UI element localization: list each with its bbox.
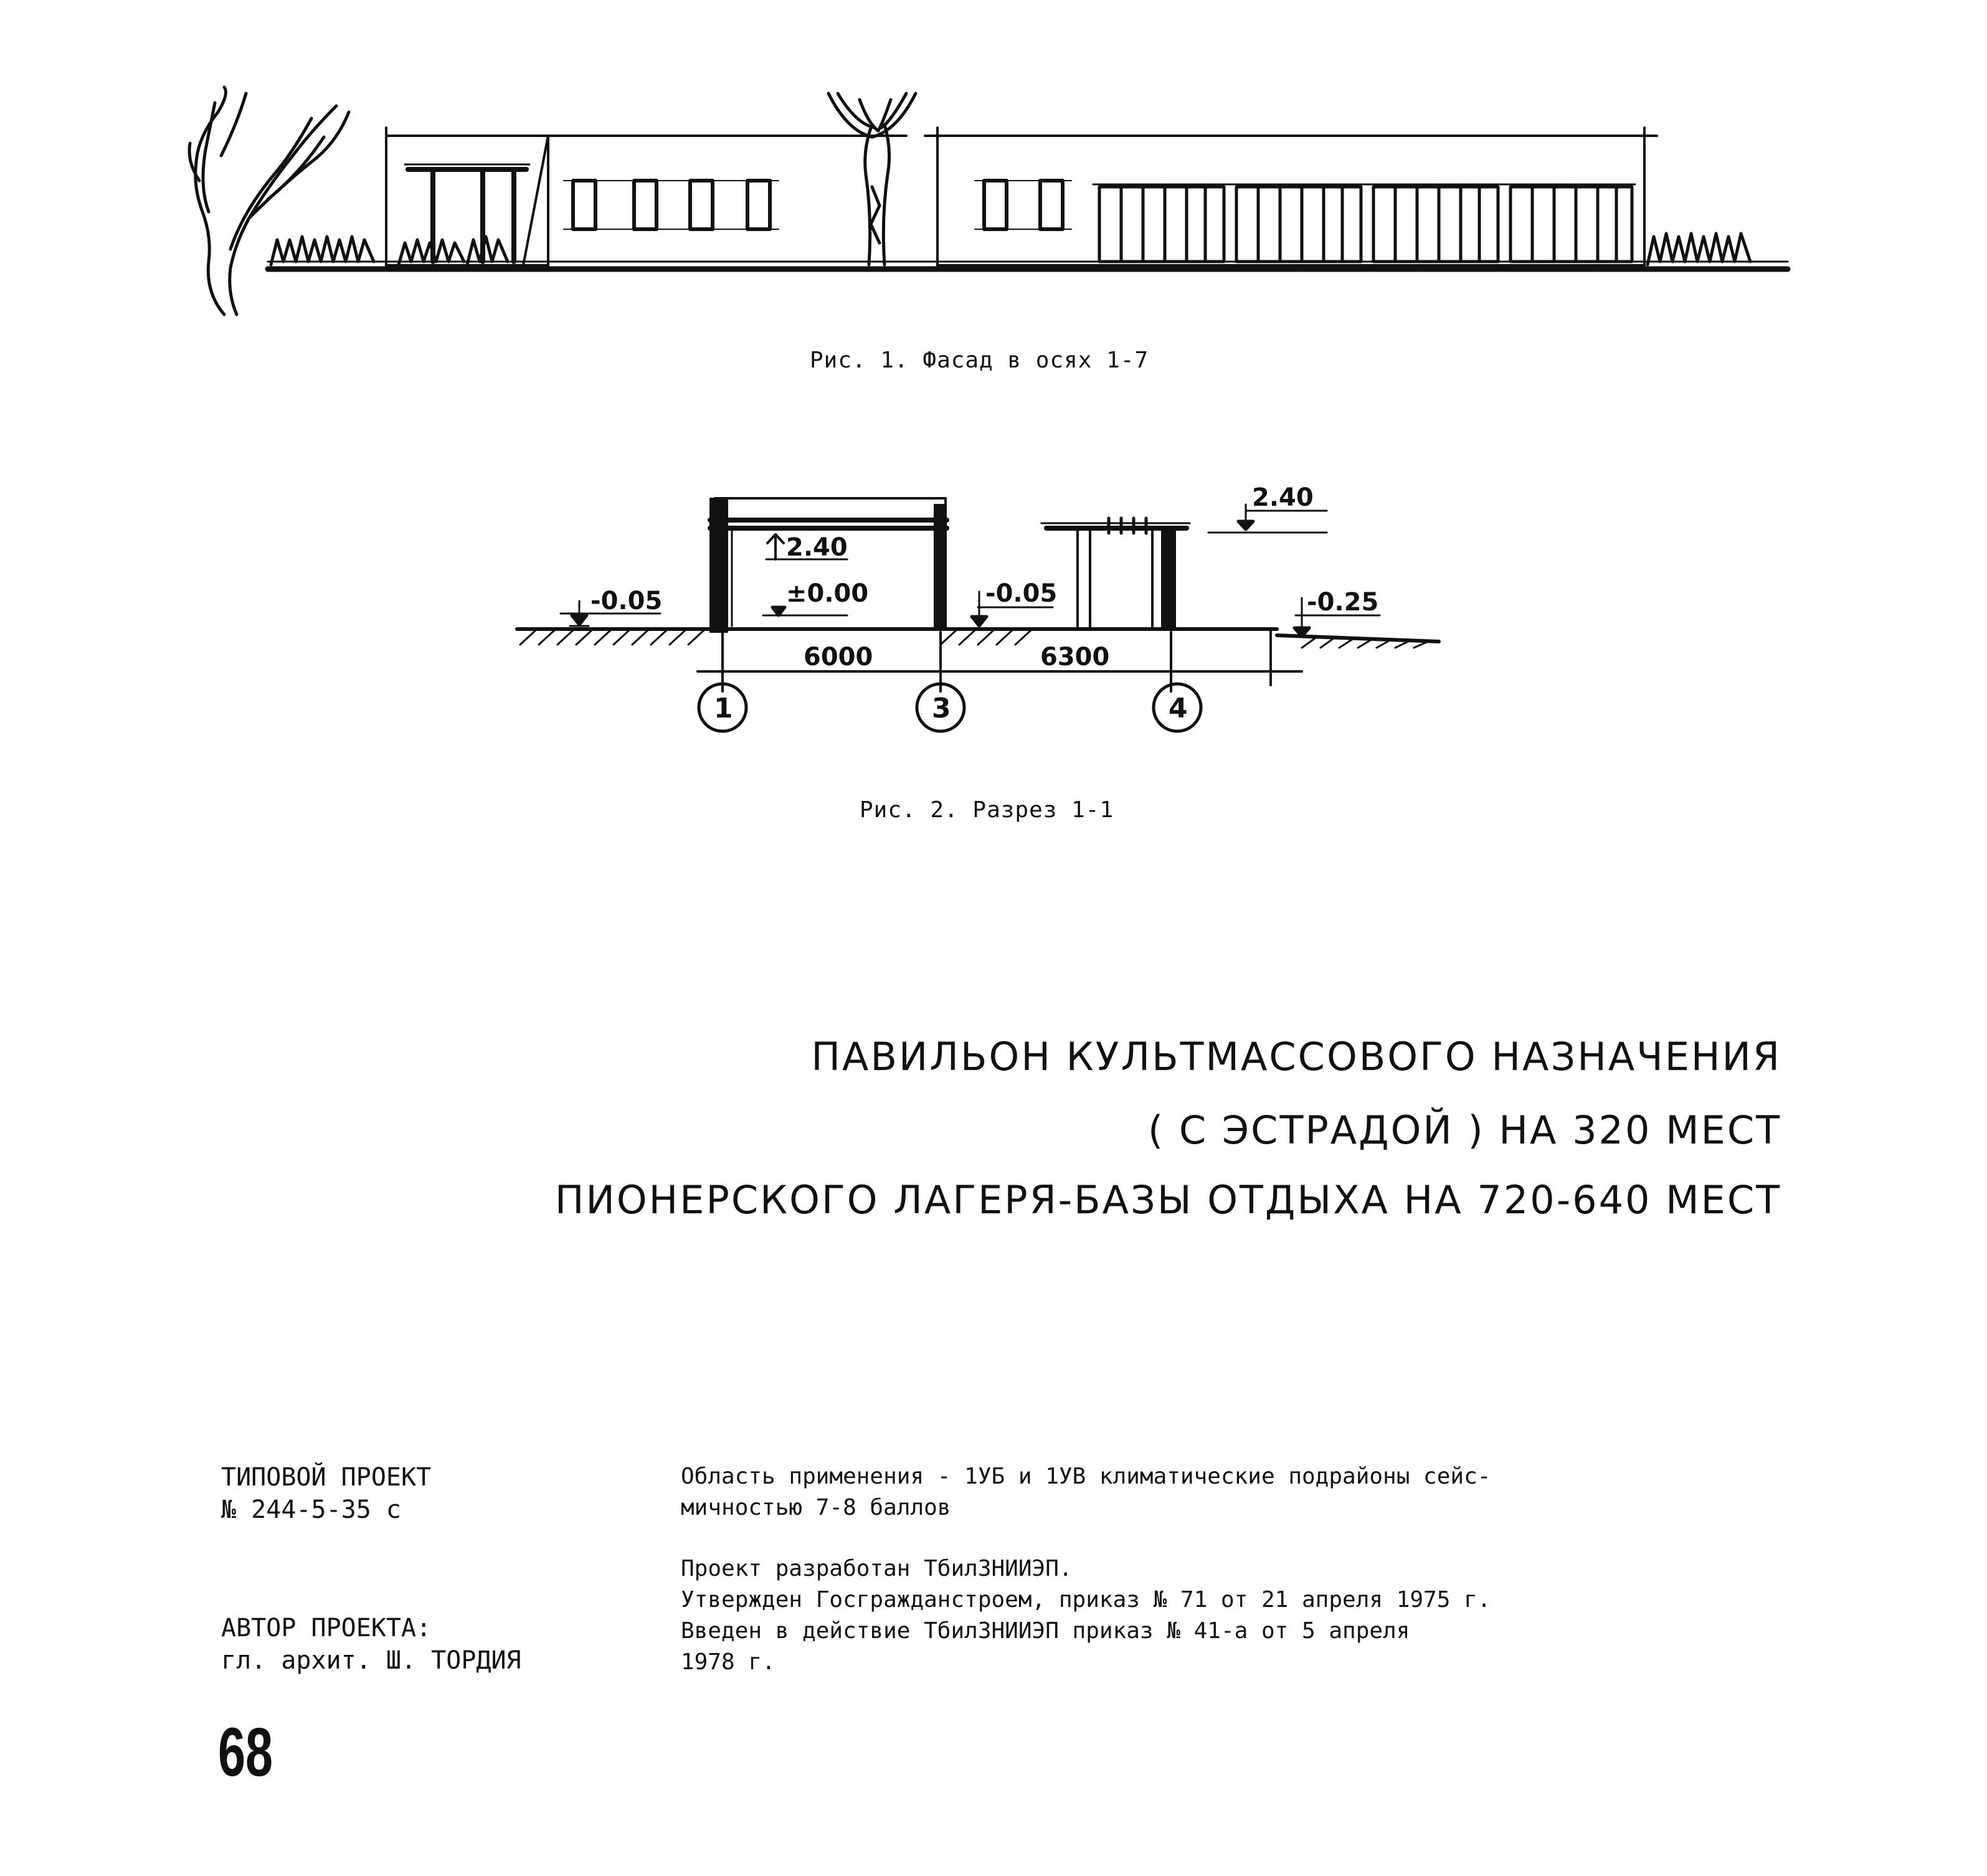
- author-label: АВТОР ПРОЕКТА:: [221, 1614, 432, 1642]
- figure1-caption: Рис. 1. Фасад в осях 1-7: [810, 348, 1149, 373]
- page-number: 68: [218, 1714, 273, 1791]
- dimension-6300: 6300: [1040, 643, 1110, 671]
- project-author-block: [221, 1612, 521, 1677]
- level-floor: ±0.00: [786, 579, 869, 608]
- application-block: [681, 1461, 1491, 1523]
- project-number: № 244-5-35 с: [221, 1495, 401, 1524]
- axis-label-3: 3: [932, 693, 951, 724]
- axis-label-1: 1: [714, 693, 733, 724]
- level-right-top: 2.40: [1252, 483, 1314, 512]
- title-line-3: ПИОНЕРСКОГО ЛАГЕРЯ-БАЗЫ ОТДЫХА НА 720-640 МЕСТ: [554, 1177, 1781, 1223]
- author-name: гл. архит. Ш. ТОРДИЯ: [221, 1646, 521, 1675]
- axis-label-4: 4: [1169, 693, 1188, 724]
- project-type-label: ТИПОВОЙ ПРОЕКТ: [221, 1463, 432, 1492]
- info-line-2: мичностью 7-8 баллов: [681, 1495, 951, 1520]
- figure2-caption: Рис. 2. Разрез 1-1: [860, 797, 1114, 823]
- approval-block: [681, 1553, 1491, 1678]
- section-drawing: [0, 0, 1987, 760]
- info-line-6: 1978 г.: [681, 1649, 775, 1675]
- level-right-ground: -0.25: [1307, 588, 1379, 617]
- level-left-ground: -0.05: [590, 587, 663, 615]
- info-line-4: Утвержден Госгражданстроем, приказ № 71 от 21 апреля 1975 г.: [681, 1587, 1491, 1613]
- level-roof: 2.40: [786, 533, 848, 562]
- dimension-6000: 6000: [804, 643, 873, 671]
- title-line-1: ПАВИЛЬОН КУЛЬТМАССОВОГО НАЗНАЧЕНИЯ: [811, 1034, 1781, 1079]
- title-line-2: ( С ЭСТРАДОЙ ) НА 320 МЕСТ: [1148, 1107, 1781, 1153]
- project-type-block: [221, 1461, 431, 1526]
- info-line-1: Область применения - 1УБ и 1УВ климатические подрайоны сейс-: [681, 1464, 1491, 1489]
- level-middle-ground: -0.05: [985, 579, 1058, 608]
- info-line-5: Введен в действие ТбилЗНИИЭП приказ № 41-а от 5 апреля: [681, 1618, 1410, 1644]
- info-line-3: Проект разработан ТбилЗНИИЭП.: [681, 1556, 1073, 1581]
